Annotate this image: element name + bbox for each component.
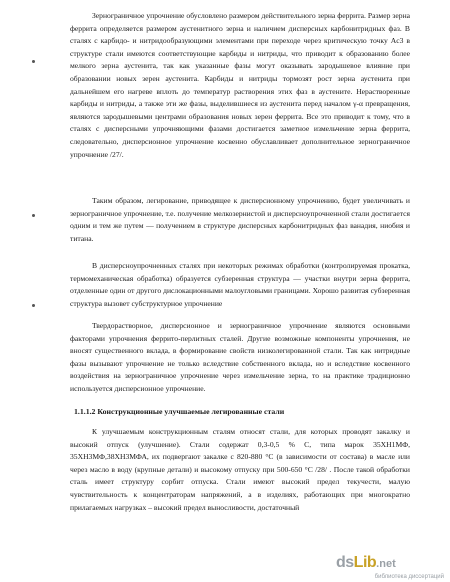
logo-net: .net bbox=[376, 558, 396, 570]
section-heading: 1.1.1.2 Конструкционные улучшаемые легированные стали bbox=[74, 407, 285, 416]
margin-mark bbox=[32, 214, 35, 217]
logo-ds: ds bbox=[336, 554, 354, 571]
margin-mark bbox=[32, 304, 35, 307]
paragraph-1: Зернограничное упрочнение обусловлено размером действительного зерна феррита. Размер зерна феррита определяется размером аустенитного зерна и наличием дисперсных карбонитридных фаз. В сталях с карбидо- и нитридообразующими элементами при переходе через критическую точку Ac3 в структуре стали имеются соответствующие карбиды и нитриды, что приводит к образованию более мелкого зерна аустенита, так как указанные фазы могут оказывать зародышевое влияние при образовании новых зерен аустенита. Карбиды и нитриды тормозят рост зерна аустенита при дальнейшем его нагреве вплоть до температур растворения этих фаз в аустените. Нерастворенные карбиды и нитриды, а также эти же фазы, выделившиеся из аустенита перед началом γ-α превращения, являются зародышевыми центрами образования новых зерен феррита. Все это приводит к тому, что в сталях с дисперсными упрочняющими фазами достигается заметное измельчение зерна феррита, следовательно, дисперсионное упрочнение косвенно обуславливает дополнительное зернограничное упрочнение /27/. bbox=[70, 11, 410, 159]
paragraph-3: В дисперсноупрочненных сталях при некоторых режимах обработки (контролируемая прокатка, термомеханическая обработка) образуется субзеренная структура — участки внутри зерна феррита, отделенные один от другого дислокационными малоугловыми границами. Хорошо развитая субзеренная структура вызовет субструктурное упрочнение bbox=[70, 261, 410, 308]
paragraph-2: Таким образом, легирование, приводящее к дисперсионному упрочнению, будет увеличивать и зернограничное упрочнение, т.е. получение мелкозернистой и дисперсноупрочненной стали достигается одним и тем же путем — получением в структуре дисперсных карбонитридных фаз ванадия, ниобия и титана. bbox=[70, 196, 410, 243]
paragraph-5: К улучшаемым конструкционным сталям относят стали, для которых проводят закалку и высокий отпуск (улучшение). Стали содержат 0,3-0,5 % С, типа марок 35ХН1МФ, 35ХН3МФ,38ХН3МФА, их подвергают закалке с 820-880 °С (в зависимости от состава) в масле или через масло в воду (крупные детали) и высокому отпуску при 500-650 °С /28/ . После такой обработки сталь имеет структуру сорбит отпуска. Стали имеют высокий предел текучести, малую чувствительность к концентраторам напряжений, а в изделиях, работающих при многократно прилагаемых нагрузках – высокий предел выносливости, достаточный bbox=[70, 427, 410, 512]
paragraph-4: Твердорастворное, дисперсионное и зернограничное упрочнение являются основными факторами упрочнения феррито-перлитных сталей. Другие возможные компоненты упрочнения, не вносят существенного вклада, в формирование свойств низколегированной стали. Так как нитридные фазы вызывают упрочнение не только вследствие собственного вклада, но и вследствие косвенного воздействия на зернограничное упрочнение через измельчение зерна, то на практике традиционно используется дисперсионное упрочнение. bbox=[70, 321, 410, 393]
logo-lib: Lib bbox=[353, 554, 377, 571]
dslib-watermark bbox=[336, 550, 444, 576]
watermark-subtitle: библиотека диссертаций bbox=[374, 574, 444, 580]
margin-mark bbox=[32, 60, 35, 63]
dslib-logo bbox=[336, 554, 396, 572]
